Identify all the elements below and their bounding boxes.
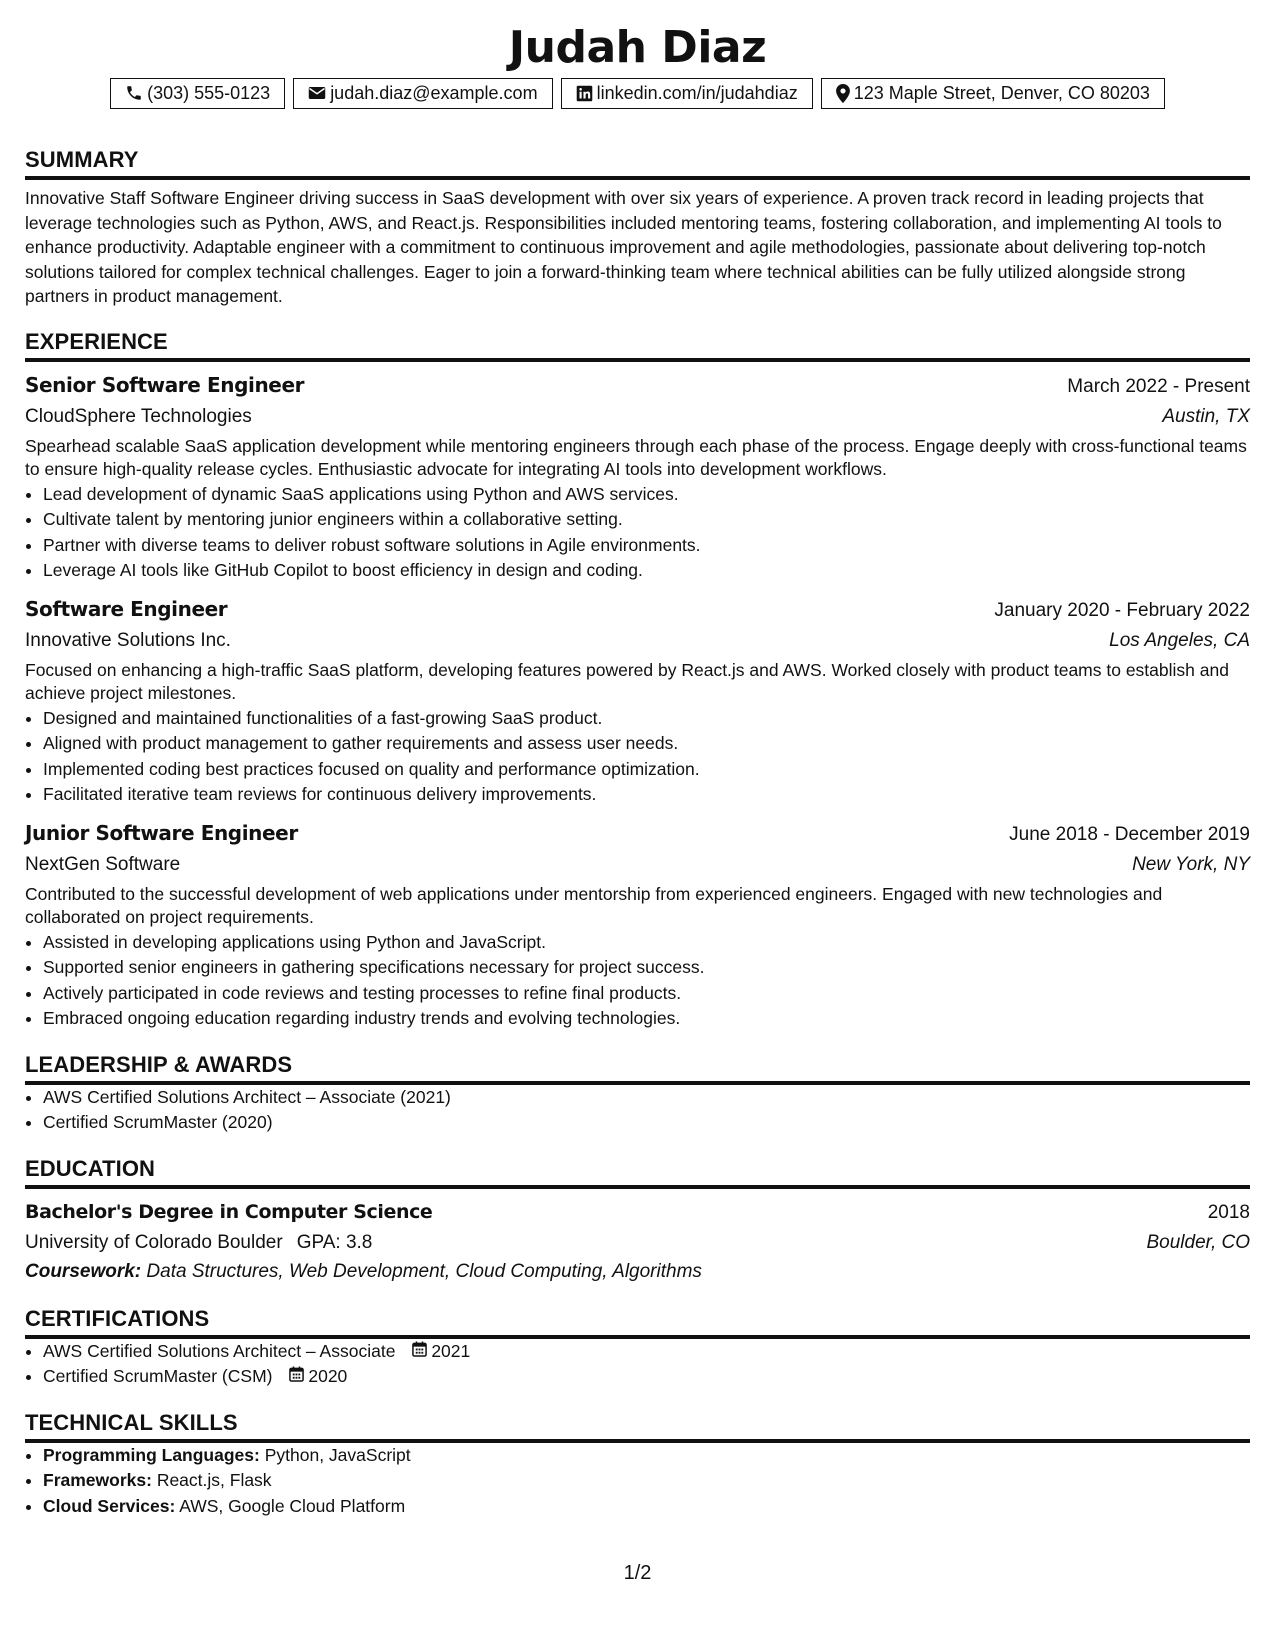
job-entry xyxy=(25,370,1250,584)
list-item: • Certified ScrumMaster (2020) xyxy=(43,1110,1250,1136)
list-item: • Facilitated iterative team reviews for continuous delivery improvements. xyxy=(43,782,1250,808)
list-item: • Supported senior engineers in gathering specifications necessary for project success. xyxy=(43,955,1250,981)
job-description: Contributed to the successful development of web applications under mentorship from experienced engineers. Engaged with new technologies and collaborated on project requirements. xyxy=(25,883,1163,927)
school-location: Boulder, CO xyxy=(1146,1231,1250,1253)
school-line xyxy=(25,1228,372,1258)
list-item xyxy=(43,1443,1250,1469)
section-title-experience: EXPERIENCE xyxy=(25,329,1250,362)
list-item: • Actively participated in code reviews and testing processes to refine final products. xyxy=(43,981,1250,1007)
job-location: Los Angeles, CA xyxy=(1109,629,1250,651)
linkedin-text: linkedin.com/in/judahdiaz xyxy=(596,83,798,103)
graduation-year: 2018 xyxy=(1207,1201,1250,1223)
leadership-list xyxy=(25,1085,1250,1136)
calendar-icon xyxy=(412,1339,427,1365)
contact-bar xyxy=(25,78,1250,109)
degree: Bachelor's Degree in Computer Science xyxy=(25,1200,433,1223)
cert-year: 2021 xyxy=(431,1340,471,1361)
skill-value: Python, JavaScript xyxy=(264,1444,411,1465)
job-bullets xyxy=(25,706,1250,808)
section-title-summary: SUMMARY xyxy=(25,147,1250,180)
certifications-list xyxy=(25,1339,1250,1390)
job-entry xyxy=(25,594,1250,808)
job-company: Innovative Solutions Inc. xyxy=(25,629,231,651)
coursework-label: Coursework: xyxy=(25,1260,142,1282)
skill-label: Cloud Services: xyxy=(43,1495,176,1516)
section-title-leadership: LEADERSHIP & AWARDS xyxy=(25,1052,1250,1085)
candidate-name: Judah Diaz xyxy=(508,22,767,73)
summary-section xyxy=(25,147,1250,309)
calendar-icon xyxy=(289,1364,304,1390)
email-text: judah.diaz@example.com xyxy=(330,83,538,103)
envelope-icon xyxy=(308,85,326,101)
map-pin-icon xyxy=(836,84,850,103)
list-item: • Cultivate talent by mentoring junior engineers within a collaborative setting. xyxy=(43,507,1250,533)
job-company: CloudSphere Technologies xyxy=(25,405,252,427)
linkedin-icon xyxy=(576,85,593,102)
job-description: Spearhead scalable SaaS application development while mentoring engineers through each phase of the process. Engage deeply with cross-functional teams to ensure high-quality release cycles. Enthusiastic advocate for integrating AI tools into development workflows. xyxy=(25,435,1247,479)
list-item: • Assisted in developing applications using Python and JavaScript. xyxy=(43,930,1250,956)
list-item: • Leverage AI tools like GitHub Copilot to boost efficiency in design and coding. xyxy=(43,558,1250,584)
list-item: • Implemented coding best practices focused on quality and performance optimization. xyxy=(43,757,1250,783)
address-text: 123 Maple Street, Denver, CO 80203 xyxy=(853,83,1150,103)
coursework-list: Data Structures, Web Development, Cloud Computing, Algorithms xyxy=(146,1260,702,1282)
list-item xyxy=(43,1364,1250,1390)
contact-linkedin[interactable] xyxy=(561,78,813,109)
section-title-skills: TECHNICAL SKILLS xyxy=(25,1410,1250,1443)
skill-label: Frameworks: xyxy=(43,1470,152,1490)
list-item xyxy=(43,1339,1250,1365)
skills-section xyxy=(25,1410,1250,1520)
section-title-certifications: CERTIFICATIONS xyxy=(25,1306,1250,1339)
list-item: • Lead development of dynamic SaaS applications using Python and AWS services. xyxy=(43,482,1250,508)
leadership-section xyxy=(25,1052,1250,1136)
list-item: • AWS Certified Solutions Architect – Associate (2021) xyxy=(43,1085,1250,1111)
coursework xyxy=(25,1258,1250,1286)
job-location: New York, NY xyxy=(1132,853,1250,875)
page-number: 1/2 xyxy=(623,1562,652,1584)
cert-year: 2020 xyxy=(308,1366,348,1386)
skills-list xyxy=(25,1443,1250,1520)
job-bullets xyxy=(25,930,1250,1032)
contact-phone xyxy=(110,78,285,109)
resume-page xyxy=(25,22,1250,1519)
section-title-education: EDUCATION xyxy=(25,1156,1250,1189)
list-item: • Embraced ongoing education regarding industry trends and evolving technologies. xyxy=(43,1006,1250,1032)
job-description: Focused on enhancing a high-traffic SaaS platform, developing features powered by React.js and AWS. Worked closely with product teams to establish and achieve project milestones. xyxy=(25,659,1229,703)
cert-name: Certified ScrumMaster (CSM) xyxy=(43,1366,273,1386)
job-dates: January 2020 - February 2022 xyxy=(994,599,1250,621)
list-item: • Designed and maintained functionalities of a fast-growing SaaS product. xyxy=(43,706,1250,732)
skill-value: React.js, Flask xyxy=(156,1470,272,1490)
education-section xyxy=(25,1156,1250,1286)
list-item: • Aligned with product management to gather requirements and assess user needs. xyxy=(43,731,1250,757)
gpa: GPA: 3.8 xyxy=(296,1231,373,1253)
job-dates: June 2018 - December 2019 xyxy=(1009,823,1250,845)
phone-icon xyxy=(125,84,143,102)
skill-value: AWS, Google Cloud Platform xyxy=(179,1495,406,1516)
job-bullets xyxy=(25,482,1250,584)
job-company: NextGen Software xyxy=(25,853,181,875)
job-dates: March 2022 - Present xyxy=(1067,375,1250,397)
skill-label: Programming Languages: xyxy=(43,1444,260,1465)
job-location: Austin, TX xyxy=(1162,405,1250,427)
job-title: Junior Software Engineer xyxy=(25,820,298,845)
contact-email[interactable] xyxy=(293,78,552,109)
summary-text: Innovative Staff Software Engineer driving success in SaaS development with over six years of experience. A proven track record in leading projects that leverage technologies such as Python, AWS, and React.js. Responsibilities included mentoring teams, fostering collaboration, and implementing AI tools to enhance productivity. Adaptable engineer with a commitment to continuous improvement and agile methodologies, passionate about delivering top-notch solutions tailored for complex technical challenges. Eager to join a forward-thinking team where technical abilities can be fully utilized alongside strong partners in product management. xyxy=(25,188,1222,306)
school-name: University of Colorado Boulder xyxy=(25,1231,283,1253)
job-title: Senior Software Engineer xyxy=(25,372,305,397)
phone-text: (303) 555-0123 xyxy=(147,83,271,103)
list-item xyxy=(43,1468,1250,1494)
list-item xyxy=(43,1494,1250,1520)
job-entry xyxy=(25,818,1250,1032)
contact-address xyxy=(821,78,1165,109)
experience-section xyxy=(25,329,1250,1032)
list-item: • Partner with diverse teams to deliver robust software solutions in Agile environments. xyxy=(43,533,1250,559)
cert-name: AWS Certified Solutions Architect – Associate xyxy=(43,1340,396,1361)
education-entry xyxy=(25,1197,1250,1286)
certifications-section xyxy=(25,1306,1250,1390)
job-title: Software Engineer xyxy=(25,596,228,621)
